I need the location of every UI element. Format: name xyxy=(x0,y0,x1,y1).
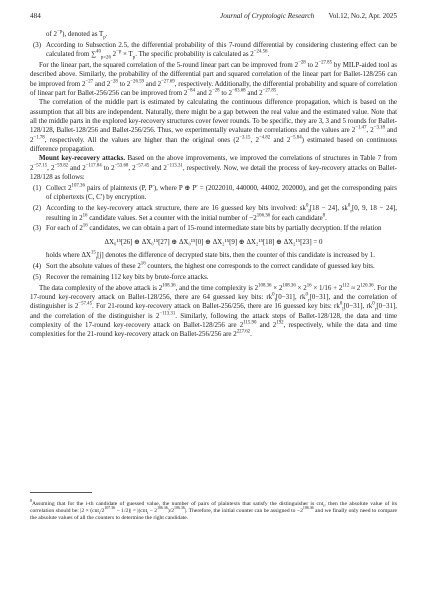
journal-name: Journal of Cryptologic Research xyxy=(220,12,315,20)
paragraph-mount-attacks: Mount key-recovery attacks. Based on the above improvements, we improved the correlations of structures in Table 7 from $2^{-57.15}$, $2^{-59.82}$ and $2^{-117.84}$ to $2^{-53.68}$, $2^{-57.45}$ and $2^{-113.31}$, respectively. Now, we detail the process of key-recovery attacks on Ballet-128/128 as follows: xyxy=(30,154,397,182)
running-header xyxy=(30,12,397,24)
list-item: (4) Sort the absolute values of these $2^{16}$ counters, the highest one corresponds to the correct candidate of guessed key bits. xyxy=(33,261,375,270)
journal-volume: Vol.12, No.2, Apr. 2025 xyxy=(328,12,397,20)
list-item: (3) According to Subsection 2.5, the differential probability of this 7-round differential by considering clustering effect can be calculated from ∑$^{40}_{p=26}$ $2^{-p} \times T_p$. The specific probability is calculated as $2^{-24.56}$. xyxy=(33,40,397,61)
list-item: (1) Collect $2^{107.36}$ pairs of plaintexts (P, P′), where P ⊕ P′ = (2022010, 440000, 44002, 202000), and get the corresponding pairs of ciphertexts (C, C′) by encryption. xyxy=(33,183,397,202)
list-item: (2) According to the key-recovery attack structure, there are 16 guessed key bits involved: $sk^0_l[18 - 24]$, $sk^0_r[0$, 9, 18 − 24], resulting in $2^{16}$ candidate values. Set a counter with the initial number of $-2^{106.36}$ for each candidate$^8$. xyxy=(33,203,397,222)
page-body xyxy=(30,30,397,340)
list-item: (5) Recover the remaining 112 key bits by brute-force attacks. xyxy=(33,272,209,281)
list-item: (3) For each of $2^{16}$ candidates, we can obtain a part of 15-round intermediate state bits by partially decryption. If the relation xyxy=(33,224,382,233)
section-heading: Mount key-recovery attacks. xyxy=(39,154,126,163)
paragraph-middle-part: The correlation of the middle part is estimated by calculating the continuous difference propagation, which is based on the assumption that all bits are independent. Naturally, there might be a gap between the real value and the estimated value. Note that all the middle parts in the explored key-recovery structures cover fewer rounds. To be specific, they are 3, 3 and 5 rounds for Ballet-128/128, Ballet-128/256 and Ballet-256/256. Thus, we experimentally evaluate the correlations and the values are $2^{-1.47}$, $2^{-3.18}$ and $2^{-1.78}$, respectively. All the values are higher than the original ones ($2^{-3.15}$, $2^{-4.82}$ and $2^{-5.84}$) estimated based on continuous difference propagation. xyxy=(30,98,397,154)
footnote-divider xyxy=(30,492,92,493)
page-number: 484 xyxy=(30,12,41,20)
equation: ΔX₀¹⁵[26] ⊕ ΔX₀¹⁵[27] ⊕ ΔX₀¹⁵[0] ⊕ ΔX₂¹⁵[9] ⊕ ΔX₂¹⁵[18] ⊕ ΔX₂¹⁵[23] = 0 xyxy=(104,237,323,246)
list-item-continuation: holds where $\Delta X^{15}_i[j]$ denotes the difference of decrypted state bits, then the counter of this candidate is increased by 1. xyxy=(46,250,375,262)
list-item-continuation: of $2^{-p}$), denoted as $T_p$. xyxy=(46,29,108,41)
paragraph-complexity: The data complexity of the above attack is $2^{108.36}$, and the time complexity is $2^{108.36} \times 2^{108.36} \times 2^{16} \times 1/16 + 2^{112} \approx 2^{120.36}$. For the 17-round key-recovery attack on Ballet-128/256, there are 64 guessed key bits: $rk^0_l[0-31]$, $rk^0_r[0-31]$, and the correlation of distinguisher is $2^{-57.45}$. For 21-round key-recovery attack on Ballet-256/256, there are 16 guessed key bits: $rk^0_l[0-31]$, $rk^0_r[0-31]$, and the correlation of the distinguisher is $2^{-113.31}$. Similarly, following the attack steps of Ballet-128/128, the data and time complexity of the 17-round key-recovery attack on Ballet-128/256 are $2^{115.90}$ and $2^{192}$, respectively, while the data and time complexities for the 21-round key-recovery attack on Ballet-256/256 are $2^{227.62}$. xyxy=(30,283,398,339)
footnote: $^8$Assuming that for the i-th candidate of guessed value, the number of pairs of plaintexts that satisfy the distinguisher is cnt$_i$, then the absolute value of its correlation should be: $|2 \times (cnt_i/2^{107.36} - 1/2)| = |(cnt_i - 2^{106.36})/2^{106.36}|$. Therefore, the initial counter can be assigned to $-2^{106.36}$ and we finally only need to compare the absolute values of all the counters to determine the right candidate. xyxy=(30,498,397,521)
paragraph-linear-part: For the linear part, the squared correlation of the 5-round linear part can be improved from $2^{-28}$ to $2^{-27.85}$ by MILP-aided tool as described above. Similarly, the probability of the differential part and squared correlation of the linear part for Ballet-128/256 can be improved from $2^{-27}$ and $2^{-28}$ to $2^{-26.59}$ and $2^{-27.69}$, respectively. Additionally, the differential probability and square of correlation of linear part for Ballet-256/256 can be improved from $2^{-84}$ and $2^{-28}$ to $2^{-83.68}$ and $2^{-27.85}$. xyxy=(30,60,397,98)
footnote-mark: 8 xyxy=(30,498,32,503)
